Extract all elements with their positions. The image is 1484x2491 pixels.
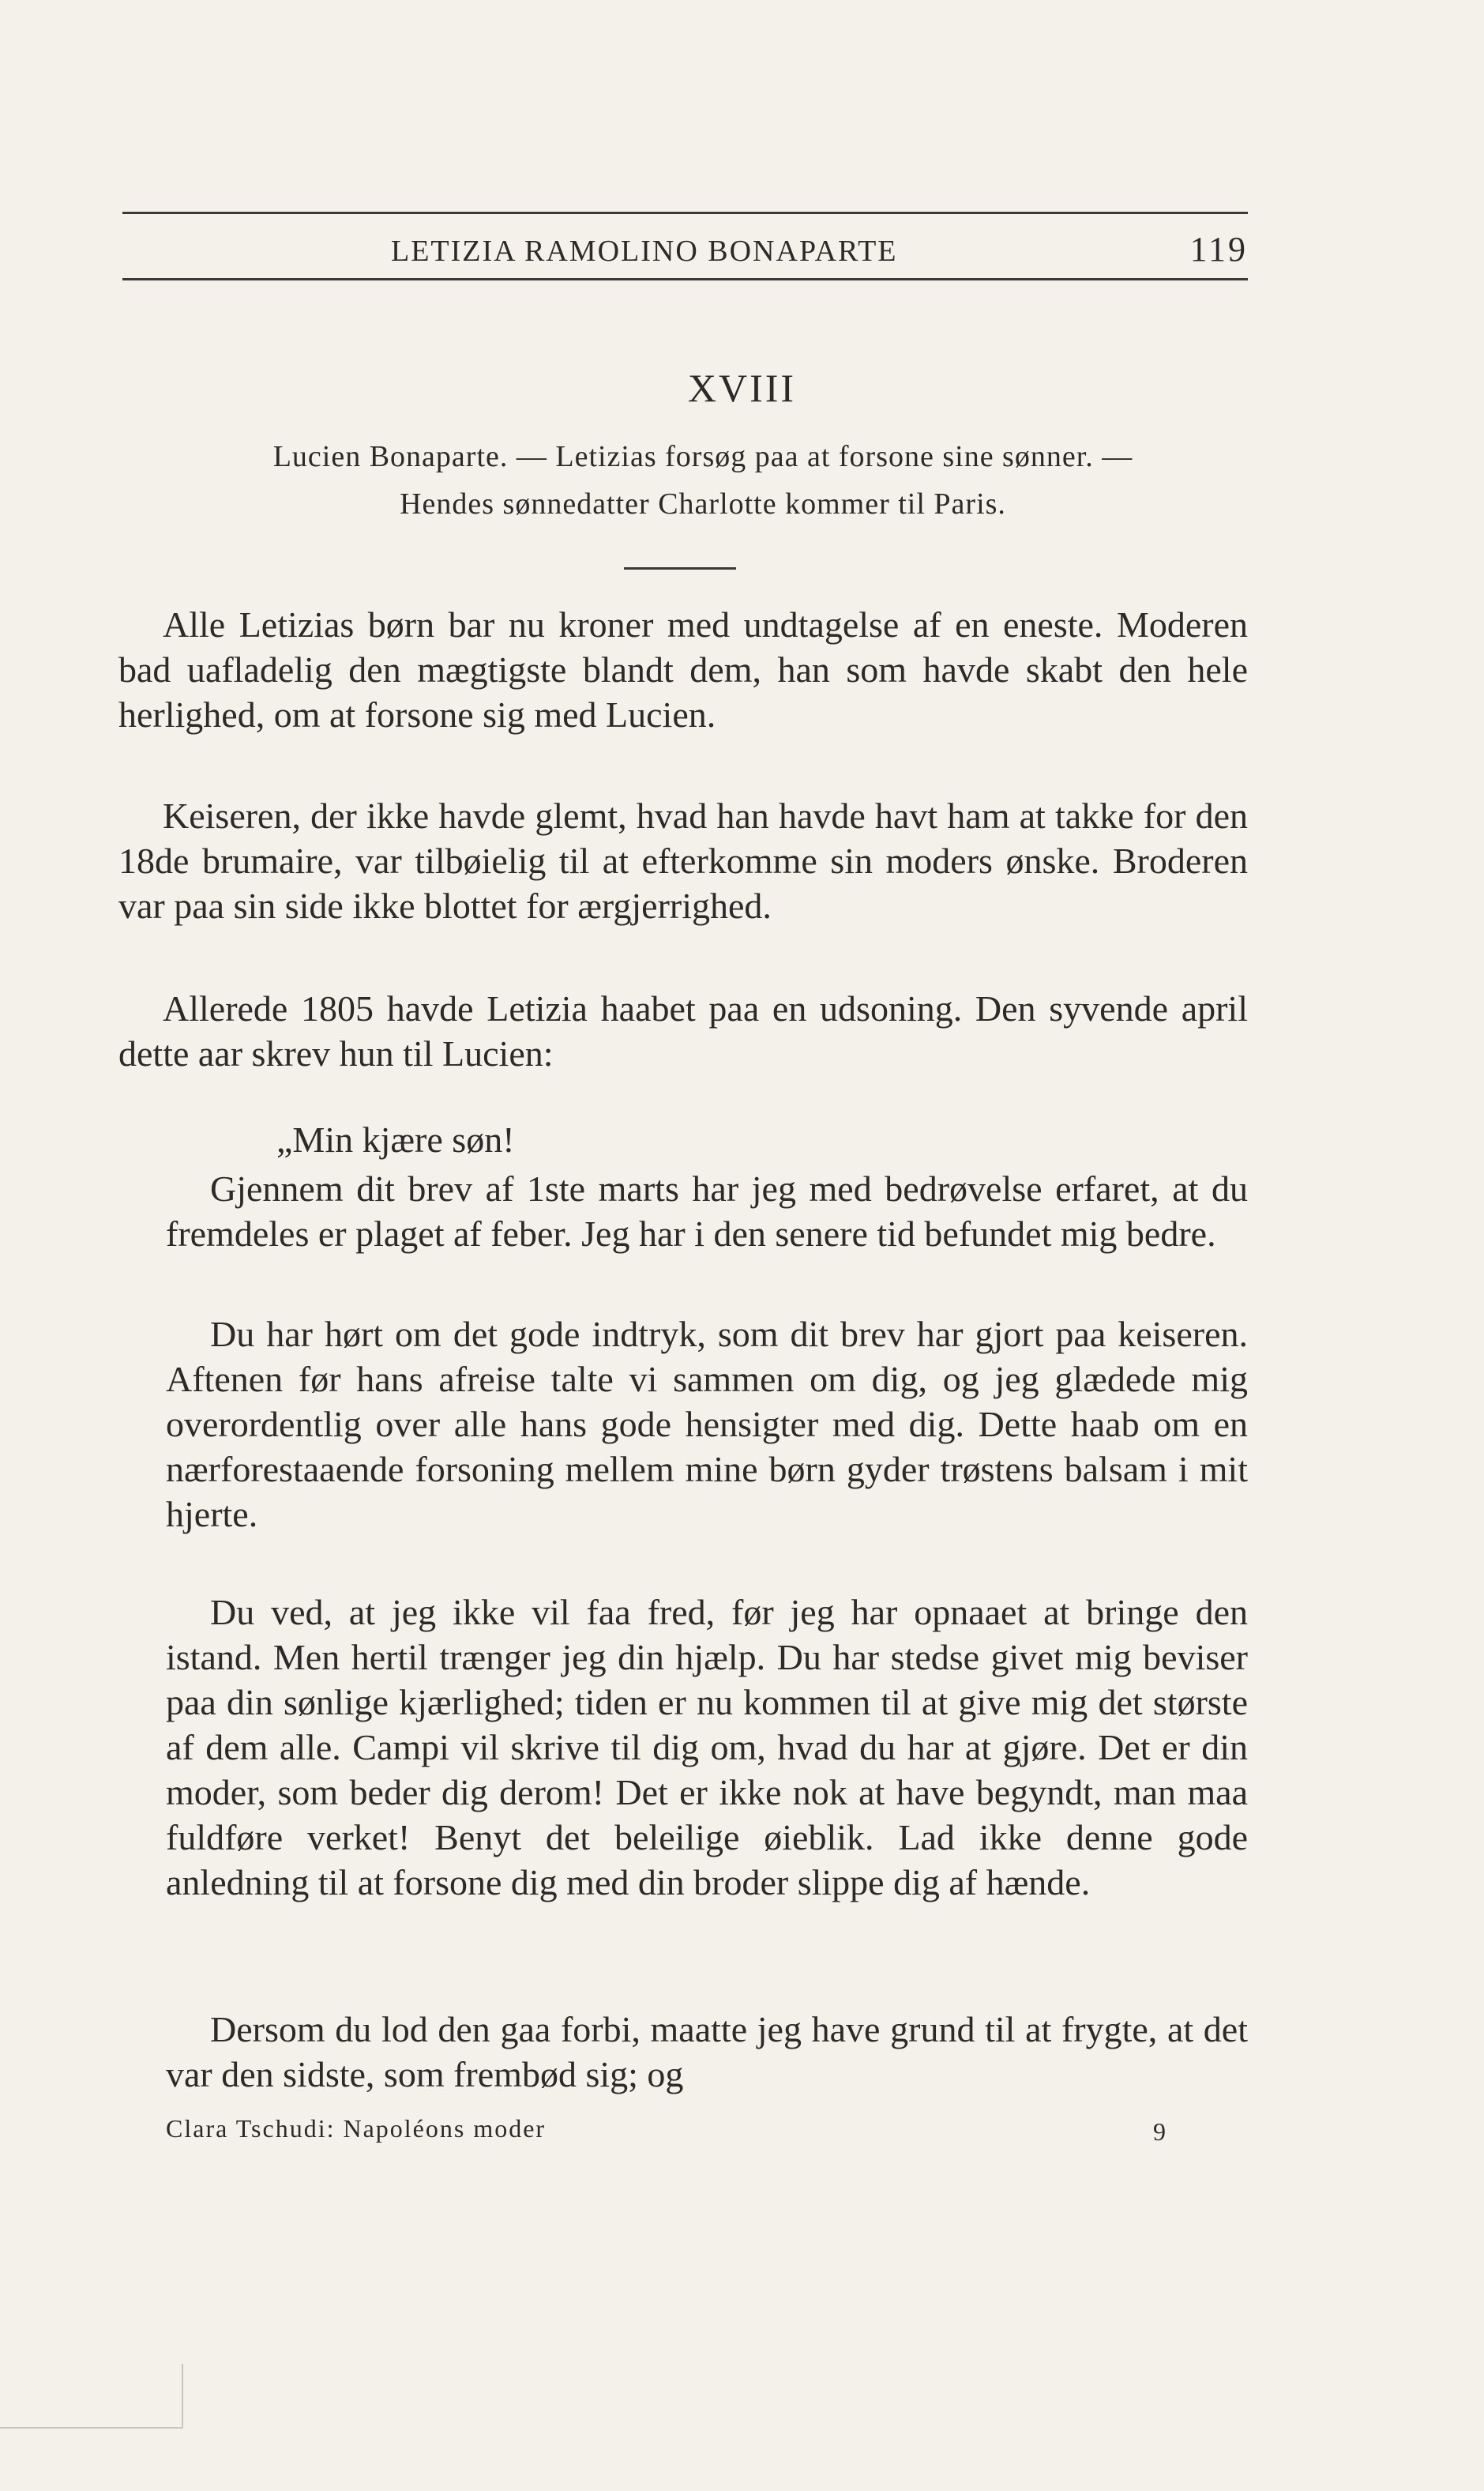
- footer-author-title: Clara Tschudi: Napoléons moder: [166, 2114, 547, 2143]
- body-paragraph-text: Keiseren, der ikke havde glemt, hvad han havde havt ham at takke for den 18de brumaire, var tilbøielig til at efterkomme sin moders ønske. Broderen var paa sin side ikke blottet for ærgjerrighed.: [118, 796, 1248, 926]
- signature-mark: 9: [1153, 2117, 1166, 2146]
- letter-paragraph-3: [166, 1590, 1248, 1905]
- running-title: LETIZIA RAMOLINO BONAPARTE: [391, 235, 898, 268]
- page-number: 119: [1189, 230, 1248, 269]
- letter-paragraph-text: Gjennem dit brev af 1ste marts har jeg med bedrøvelse erfaret, at du fremdeles er plaget af feber. Jeg har i den senere tid befundet mig bedre.: [166, 1168, 1248, 1254]
- page-edge-mark: [0, 2364, 183, 2429]
- running-head: [122, 223, 1248, 270]
- letter-salutation: „Min kjære søn!: [276, 1119, 515, 1160]
- header-bottom-rule: [122, 278, 1248, 280]
- letter-paragraph-text: Dersom du lod den gaa forbi, maatte jeg have grund til at frygte, at det var den sidste, som frembød sig; og: [166, 2009, 1248, 2094]
- letter-paragraph-2: [166, 1311, 1248, 1537]
- body-paragraph-3: [118, 986, 1248, 1076]
- letter-paragraph-1: [166, 1166, 1248, 1256]
- letter-paragraph-text: Du ved, at jeg ikke vil faa fred, før jeg har opnaaet at bringe den istand. Men hertil trænger jeg din hjælp. Du har stedse givet mig beviser paa din sønlige kjærlighed; tiden er nu kommen til at give mig det største af dem alle. Campi vil skrive til dig om, hvad du har at gjøre. Det er din moder, som beder dig derom! Det er ikke nok at have begyndt, man maa fuldføre verket! Benyt det beleilige øieblik. Lad ikke denne gode anledning til at forsone dig med din broder slippe dig af hænde.: [166, 1592, 1248, 1902]
- letter-paragraph-text: Du har hørt om det gode indtryk, som dit brev har gjort paa keiseren. Aftenen før hans afreise talte vi sammen om dig, og jeg glædede mig overordentlig over alle hans gode hensigter med dig. Dette haab om en nærforestaaende forsoning mellem mine børn gyder trøstens balsam i mit hjerte.: [166, 1314, 1248, 1534]
- chapter-summary-line-1: Lucien Bonaparte. — Letizias forsøg paa at forsone sine sønner. —: [272, 440, 1133, 473]
- header-top-rule: [122, 212, 1248, 214]
- body-paragraph-1: [118, 602, 1248, 737]
- chapter-number: XVIII: [687, 366, 797, 410]
- letter-paragraph-4: [166, 2007, 1248, 2097]
- body-paragraph-text: Allerede 1805 havde Letizia haabet paa en udsoning. Den syvende april dette aar skrev hun til Lucien:: [118, 988, 1248, 1074]
- chapter-summary-line-2: Hendes sønnedatter Charlotte kommer til Paris.: [400, 487, 1006, 521]
- body-paragraph-text: Alle Letizias børn bar nu kroner med undtagelse af en eneste. Moderen bad uafladelig den mægtigste blandt dem, han som havde skabt den hele herlighed, om at forsone sig med Lucien.: [118, 604, 1248, 735]
- body-paragraph-2: [118, 793, 1248, 928]
- chapter-divider: [624, 567, 736, 570]
